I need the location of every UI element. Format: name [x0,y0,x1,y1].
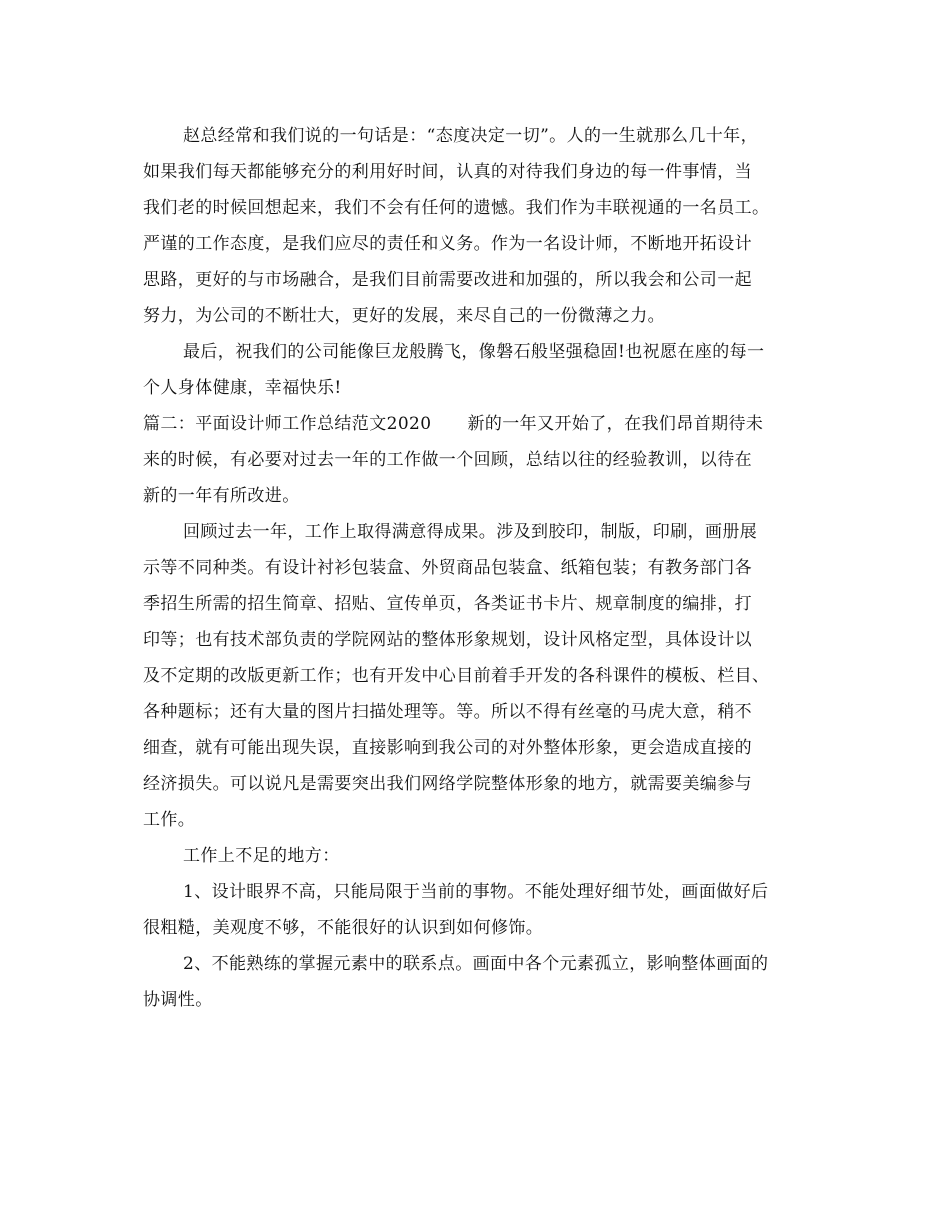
paragraph-line: 1、设计眼界不高，只能局限于当前的事物。不能处理好细节处，画面做好后 [183,882,769,902]
paragraph-line: 努力，为公司的不断壮大，更好的发展，来尽自己的一份微薄之力。 [143,306,665,326]
paragraph-line: 季招生所需的招生简章、招贴、宣传单页，各类证书卡片、规章制度的编排，打 [143,594,752,614]
paragraph-line: 协调性。 [143,990,213,1010]
paragraph-line: 及不定期的改版更新工作；也有开发中心目前着手开发的各科课件的模板、栏目、 [143,666,770,686]
paragraph-line: 赵总经常和我们说的一句话是：“态度决定一切”。人的一生就那么几十年， [183,126,758,146]
paragraph-line: 个人身体健康，幸福快乐! [143,378,342,398]
paragraph-line: 各种题标；还有大量的图片扫描处理等。等。所以不得有丝毫的马虎大意，稍不 [143,702,752,722]
paragraph-line: 最后，祝我们的公司能像巨龙般腾飞，像磐石般坚强稳固!也祝愿在座的每一 [183,342,765,362]
paragraph-line: 严谨的工作态度，是我们应尽的责任和义务。作为一名设计师，不断地开拓设计 [143,234,752,254]
heading-tail-text: 新的一年又开始了，在我们昂首期待未 [467,414,764,434]
paragraph-line: 回顾过去一年，工作上取得满意得成果。涉及到胶印，制版，印刷，画册展 [183,522,758,542]
paragraph-line: 如果我们每天都能够充分的利用好时间，认真的对待我们身边的每一件事情，当 [143,162,752,182]
paragraph-line: 细查，就有可能出现失误，直接影响到我公司的对外整体形象，更会造成直接的 [143,738,752,758]
paragraph-line: 很粗糙，美观度不够，不能很好的认识到如何修饰。 [143,918,544,938]
paragraph-line: 工作。 [143,810,196,830]
paragraph-line: 工作上不足的地方： [183,846,340,866]
paragraph-line: 我们老的时候回想起来，我们不会有任何的遗憾。我们作为丰联视通的一名员工。 [143,198,770,218]
paragraph-line: 印等；也有技术部负责的学院网站的整体形象规划，设计风格定型，具体设计以 [143,630,752,650]
section-heading-line [143,408,763,440]
paragraph-line: 新的一年有所改进。 [143,486,300,506]
paragraph-line: 思路，更好的与市场融合，是我们目前需要改进和加强的，所以我会和公司一起 [143,270,752,290]
paragraph-line: 2、不能熟练的掌握元素中的联系点。画面中各个元素孤立，影响整体画面的 [183,954,769,974]
paragraph-line: 来的时候，有必要对过去一年的工作做一个回顾，总结以往的经验教训，以待在 [143,450,752,470]
paragraph-line: 经济损失。可以说凡是需要突出我们网络学院整体形象的地方，就需要美编参与 [143,774,752,794]
paragraph-line: 示等不同种类。有设计衬衫包装盒、外贸商品包装盒、纸箱包装；有教务部门各 [143,558,752,578]
section-heading: 篇二：平面设计师工作总结范文2020 [143,414,432,434]
